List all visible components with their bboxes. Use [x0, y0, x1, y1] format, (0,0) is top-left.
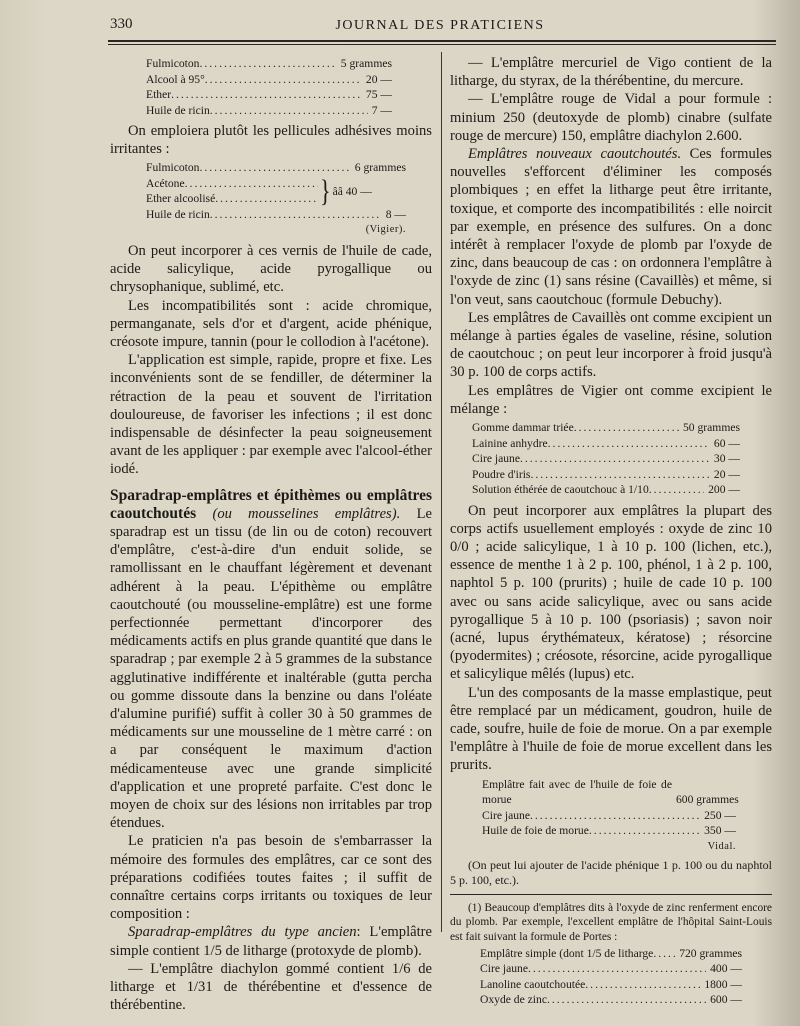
paragraph: Sparadrap-emplâtres du type ancien: L'emplâtre simple contient 1/5 de litharge (protoxyde de plomb).: [110, 924, 433, 959]
recipe-huile-foie-morue: [482, 777, 739, 855]
paragraph: On peut incorporer à ces vernis de l'huile de cade, acide salicylique, acide pyrogallique ou chrysophanique, sublimé, etc.: [110, 242, 432, 296]
recipe-row: Oxyde de zinc ..... 600 —: [480, 992, 742, 1008]
recipe-row: Lainine anhydre ..... 60 —: [472, 436, 740, 452]
recipe-row: Acétone .....: [146, 176, 318, 192]
recipe-portes: [480, 946, 742, 1008]
paragraph: Emplâtres nouveaux caoutchoutés. Ces formules nouvelles s'efforcent d'éliminer les composés plombiques ; en effet la litharge peut être irritante, toxique, et comporte des incompatibilités : elle noircit par exemple, en présence des sulfures. On a donc intérêt à remplacer l'oxyde de plomb par l'oxyde de zinc, dans beaucoup de cas : on ordonnera l'emplâtre à l'oxyde de zinc (1) sans résine (Cavaillès) et même, si l'on veut, sans caoutchouc (formule Debuchy).: [450, 146, 772, 308]
journal-title: JOURNAL DES PRATICIENS: [335, 18, 545, 33]
recipe-signature: Vidal.: [707, 840, 736, 852]
footnote-rule: [450, 894, 772, 895]
recipe-row: Huile de ricin ..... 7 —: [146, 103, 392, 119]
recipe-row: Gomme dammar triée ..... 50 grammes: [472, 420, 740, 436]
paragraph: Les incompatibilités sont : acide chromique, permanganate, sels d'or et d'argent, acide phénique, créosote impure, tannin (pour le collodion à l'acétone).: [110, 297, 432, 350]
page-number: 330: [110, 16, 133, 32]
note: (On peut lui ajouter de l'acide phénique 1 p. 100 ou du naphtol 5 p. 100, etc.).: [450, 858, 772, 888]
recipe-row: Cire jaune ..... 30 —: [472, 451, 740, 467]
running-header: [110, 16, 770, 40]
recipe-row: Huile de ricin ..... 8 —: [146, 207, 406, 223]
right-column: [450, 54, 772, 1012]
paragraph: Les emplâtres de Vigier ont comme excipient le mélange :: [450, 382, 772, 417]
paragraph: L'application est simple, rapide, propre et fixe. Les inconvénients sont de se fendiller, de déterminer la rétraction de la peau et souvent de l'irritation douloureuse, de favoriser les infections ; il est donc indispensable de désinfecter la peau soigneusement avant de les appliquer : par exemple avec l'alcool-éther iodé.: [110, 352, 432, 478]
header-rule-thin: [108, 44, 776, 45]
paragraph: Le praticien n'a pas besoin de s'embarrasser la mémoire des formules des emplâtres, car ce sont des préparations codifiées toutes faites ; il suffit de connaître certains corps irritants ou toxiques de leur composition :: [110, 833, 432, 923]
paragraph: On peut incorporer aux emplâtres la plupart des corps actifs usuellement employés : oxyde de zinc 10 0/0 ; acide salicylique, 1 à 10 p. 100 (lichen, etc.), essence de menthe 1 à 2 p. 100, phénol, 1 à 2 p. 100, naphtol 5 p. 100 (prurits) ; huile de cade 10 p. 100 avec ou sans acide salicylique, avec ou sans acide pyrogallique 5 à 10 p. 100 (psoriasis) ; savon noir (acné, lupus érythémateux, kératose) ; résorcine (pyodermites) ; créosote, résorcine, acide pyrogallique et salicylique mêlés (lupus) etc.: [450, 502, 772, 683]
paragraph: — L'emplâtre mercuriel de Vigo contient de la litharge, du styrax, de la thérébentine, du mercure.: [450, 55, 772, 90]
recipe-row: Poudre d'iris ..... 20 —: [472, 467, 740, 483]
recipe-row: Lanoline caoutchoutée ..... 1800 —: [480, 977, 742, 993]
footnote: (1) Beaucoup d'emplâtres dits à l'oxyde de zinc renferment encore du plomb. Par exemple, l'excellent emplâtre de l'hôpital Saint-Louis est fait suivant la formule de Portes :: [450, 902, 772, 943]
recipe-vigier: [472, 420, 740, 498]
recipe-brace-group: [146, 173, 406, 209]
header-rule: [108, 40, 776, 42]
brace-quantity: ââ 40 —: [332, 184, 372, 198]
paragraph: — L'emplâtre rouge de Vidal a pour formule : minium 250 (deutoxyde de plomb) cinabre (sulfate rouge de mercure) 150, emplâtre diachylon 2.600.: [450, 91, 772, 144]
recipe-row: Solution éthérée de caoutchouc à 1/10 ..... 200 —: [472, 482, 740, 498]
recipe-row: Alcool à 95° ..... 20 —: [146, 72, 392, 88]
recipe-row: Cire jaune ..... 400 —: [480, 961, 742, 977]
recipe-row: Emplâtre fait avec de l'huile de foie de morue 600 grammes: [482, 777, 739, 807]
recipe-row: Emplâtre simple (dont 1/5 de litharge ..... 720 grammes: [480, 946, 742, 962]
paragraph: L'un des composants de la masse emplastique, peut être remplacé par un médicament, goudron, huile de cade, soufre, huile de foie de morue. On a par exemple l'emplâtre à l'huile de foie de morue excellent dans les prurits.: [450, 684, 772, 774]
recipe-row: Fulmicoton ..... 6 grammes: [146, 160, 406, 176]
paragraph: Les emplâtres de Cavaillès ont comme excipient un mélange à parties égales de vaseline, résine, solution de caoutchouc ; on peut leur incorporer à froid jusqu'à 30 p. 100 de corps actifs.: [450, 309, 772, 381]
recipe-collodion: [146, 56, 392, 118]
recipe-row: Cire jaune ..... 250 —: [482, 808, 736, 824]
column-separator: [441, 52, 442, 932]
recipe-pellicules: [146, 160, 406, 238]
paragraph: On emploiera plutôt les pellicules adhésives moins irritantes :: [110, 123, 432, 158]
left-column: [110, 54, 432, 1014]
recipe-row: Fulmicoton ..... 5 grammes: [146, 56, 392, 72]
recipe-row: Ether ..... 75 —: [146, 87, 392, 103]
section-heading: Sparadrap-emplâtres et épithèmes ou emplâtres caoutchoutés (ou mousselines emplâtres). Le sparadrap est un tissu (de lin ou de coton) recouvert d'emplâtre, c'est-à-dire d'un enduit solide, se ramollissant en le chauffant légèrement et devenant adhérent à la peau. L'épithème ou emplâtre caoutchouté (ou mousseline-emplâtre) est une forme perfectionnée permettant d'incorporer des médicaments actifs en plus grande quantité que dans le sparadrap ; par exemple 2 à 5 grammes de la substance agglutinative indifférente et inaltérable (gutta percha ou gomme dissoute dans la benzine ou dans l'oléate d'alumine purifié) suffit à coller 30 à 50 grammes de médicaments sur une mousseline de 1 mètre carré : on a par conséquent le maximum d'action médicamenteuse avec une grande simplicité d'application et une propreté parfaite. C'est donc le moyen de choix sur des lésions non irritables par trop étendues.: [110, 486, 432, 832]
recipe-signature: (Vigier).: [365, 224, 406, 236]
recipe-row: Huile de foie de morue ..... 350 —: [482, 823, 736, 839]
recipe-row: Ether alcoolisé .....: [146, 191, 318, 207]
paragraph: — L'emplâtre diachylon gommé contient 1/6 de litharge et 1/31 de thérébentine et d'essence de thérébentine.: [110, 960, 432, 1014]
brace-symbol: }: [320, 173, 331, 209]
